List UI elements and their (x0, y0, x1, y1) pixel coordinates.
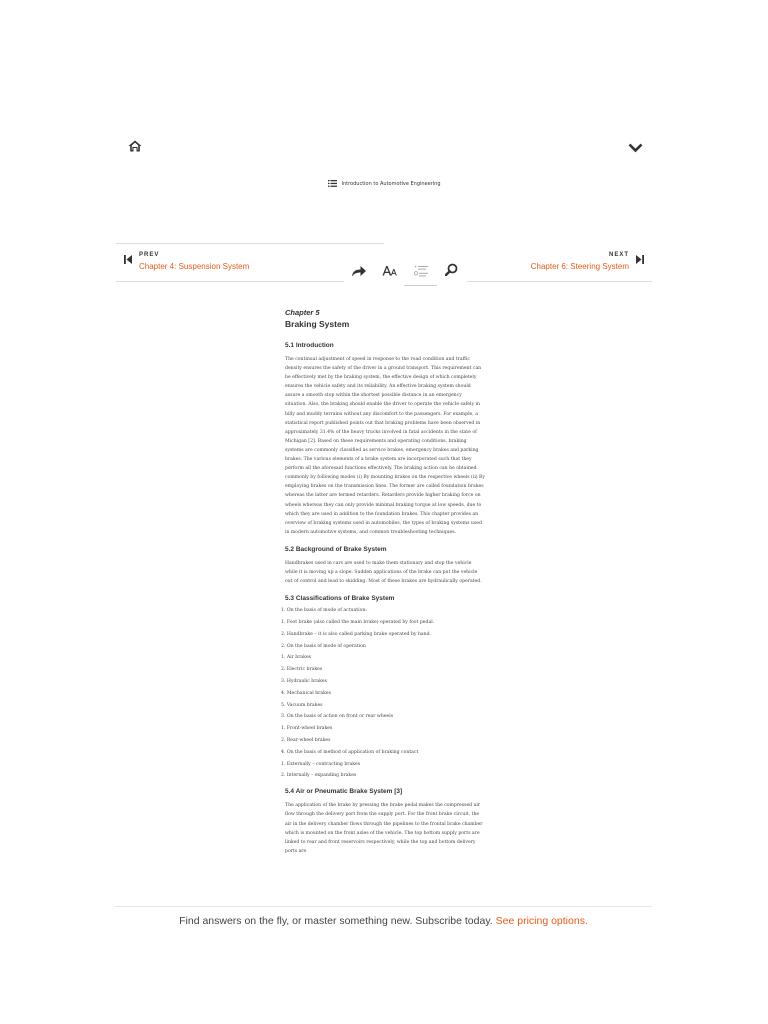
classification-list (281, 608, 485, 779)
font-size-icon (382, 265, 398, 277)
chevron-down-icon (628, 143, 643, 153)
chapter-label: Chapter 5 (285, 308, 320, 317)
section-paragraph: The application of the brake by pressing the brake pedal makes the compressed air flow through the delivery port from the supply port. For the front brake circuit, the air in the delivery chamber flows through the pipelines to the frontal brake chamber which is mounted on the front axles of the vehicle. The top bottom supply ports are linked to rear and front reservoirs respectively, while the top and bottom delivery ports are (285, 803, 483, 854)
prev-chapter-title: Chapter 4: Suspension System (139, 262, 250, 271)
list-item: 3. Hydraulic brakes (281, 678, 327, 684)
list-icon (328, 180, 337, 187)
list-item: 2. Rear-wheel brakes (281, 737, 331, 743)
toc-icon (414, 265, 428, 277)
list-item: 2. On the basis of mode of operation (281, 643, 366, 649)
list-item: 3. On the basis of action on front or rear wheels (281, 714, 394, 720)
list-item: 4. On the basis of method of application of braking contact (281, 749, 419, 755)
toc-active-underline (404, 285, 437, 286)
list-item: 2. Electric brakes (281, 667, 323, 673)
list-item: 1. Externally – contracting brakes (281, 761, 361, 767)
expand-menu-button[interactable] (628, 140, 643, 150)
banner-text: Find answers on the fly, or master something new. Subscribe today. (179, 915, 493, 927)
next-chapter-title: Chapter 6: Steering System (530, 262, 629, 271)
next-chapter-link[interactable] (450, 251, 644, 273)
share-icon (351, 265, 367, 277)
next-label: NEXT (608, 252, 629, 258)
chapter-title: Braking System (285, 319, 350, 329)
list-item: 1. Foot brake (also called the main brake) operated by foot pedal. (281, 619, 435, 625)
list-item: 1. Air brakes (281, 655, 312, 661)
nav-divider-right (467, 281, 652, 282)
book-title: Introduction to Automotive Engineering (341, 180, 441, 187)
share-button[interactable] (351, 264, 367, 276)
font-size-button[interactable] (382, 264, 398, 276)
home-icon (128, 140, 142, 152)
section-paragraph: Handbrakes used in cars are used to make them stationary and stop the vehicle while it is moving up a slope. Sudden applications of the brake can put the vehicle out of control and lead to skidding. Most of these brakes are hydraulically operated. (285, 560, 482, 585)
search-icon (445, 263, 458, 276)
list-item: 4. Mechanical brakes (281, 690, 331, 696)
nav-divider-top (116, 243, 384, 244)
pricing-link[interactable]: See pricing options. (495, 915, 588, 927)
home-button[interactable] (128, 139, 142, 151)
search-button[interactable] (445, 263, 458, 276)
section-heading: 5.4 Air or Pneumatic Brake System [3] (285, 788, 403, 796)
section-heading: 5.1 Introduction (285, 342, 334, 349)
list-item: 2. Handbrake – it is also called parking brake operated by hand. (281, 631, 432, 637)
chapter-content (281, 308, 486, 865)
subscribe-banner (115, 906, 652, 936)
prev-label: PREV (139, 252, 160, 258)
skip-next-icon (636, 255, 644, 264)
content-fade (115, 890, 652, 906)
list-item: 2. Internally – expanding brakes (281, 773, 357, 779)
book-title-bar[interactable] (0, 174, 768, 192)
section-heading: 5.3 Classifications of Brake System (285, 595, 395, 603)
section-heading: 5.2 Background of Brake System (285, 545, 387, 553)
prev-chapter-link[interactable] (124, 251, 304, 273)
section-paragraph: The continual adjustment of speed in response to the road condition and traffic density ensures the safety of the driver in a ground transport. This requirement can be effectively met by the braking system, the effective design of which completely ensures the vehicle safety and its reliability. An effective braking system should assure a smooth stop within the shortest possible distance in an emergency situation. Also, the braking should enable the driver to operate the vehicle safely in hilly and muddy terrains without any discomfort to the passengers. For example, a statistical report published points out that braking problems have been observed in approximately 31.4% of the heavy trucks involved in fatal accidents in the state of Michigan [2]. Based on these requirements and operating conditions, braking systems are commonly classified as service brakes, emergency brakes and parking brakes. The various elements of a brake system are incorporated such that they perform all the aforesaid functions effectively. The braking action can be obtained commonly by following modes (i) By mounting brakes on the respective wheels (ii) By employing brakes on the transmission lines. The former are called foundation brakes whereas the latter are termed retarders. Retarders provide higher braking force on wheels whereas they can only provide minimal braking torque at low speeds, due to which they are used in addition to the foundation brakes. This chapter provides an overview of braking systems used in automobiles, the types of braking systems used in modern automotive systems, and common troubleshooting techniques. (285, 357, 486, 535)
toc-button[interactable] (414, 264, 428, 276)
list-item: 1. On the basis of mode of actuation: (281, 608, 367, 614)
list-item: 1. Front-wheel brakes (281, 726, 333, 732)
nav-divider-left (116, 281, 344, 282)
list-item: 5. Vacuum brakes (281, 702, 323, 708)
skip-previous-icon (124, 255, 132, 264)
